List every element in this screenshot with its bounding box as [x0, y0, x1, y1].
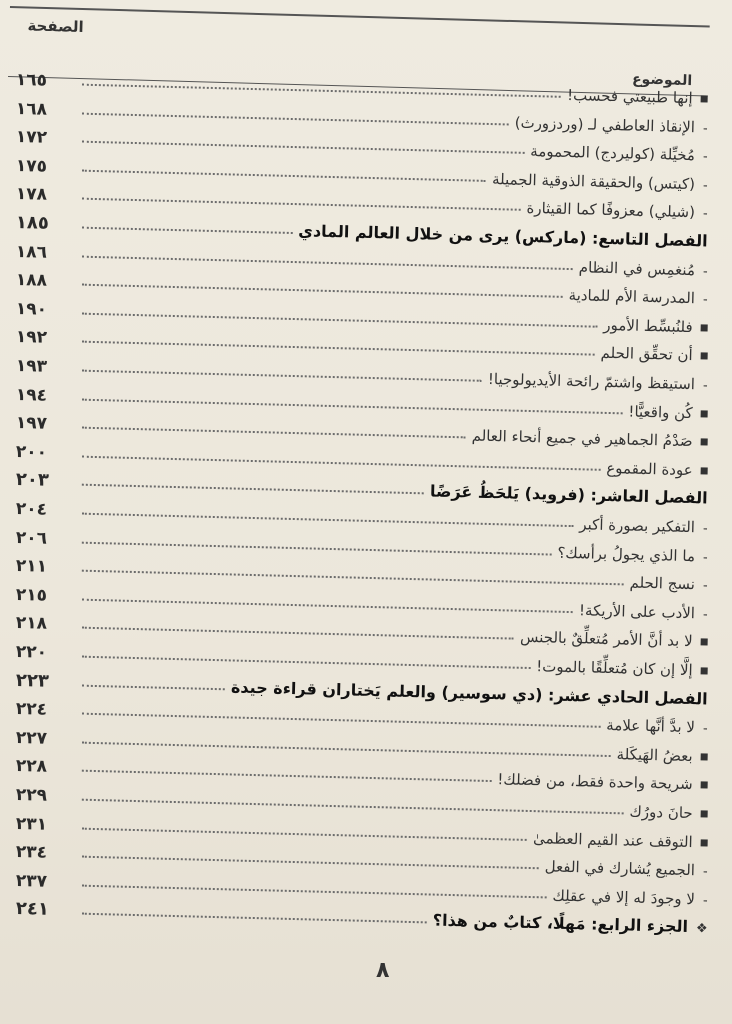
toc-page-number: ١٨٦	[15, 241, 48, 263]
leader-dots	[82, 684, 225, 690]
toc-page-number: ٢٣١	[15, 813, 48, 835]
toc-page-number: ٢٠٠	[15, 441, 48, 463]
square-bullet-icon	[701, 639, 708, 646]
leader-dots	[82, 656, 530, 669]
toc-entry-title: الفصل التاسع: (ماركس) يرى من خلال العالم المادي	[298, 221, 708, 251]
toc-entry-title: عودة المقموع	[606, 458, 693, 479]
square-bullet-icon	[701, 667, 708, 674]
toc-page-number: ١٨٥	[15, 212, 50, 234]
leader-dots	[82, 627, 514, 640]
toc-entry	[492, 170, 708, 193]
leader-dots	[82, 913, 427, 924]
toc-entry-title: صَدْمُ الجماهير في جميع أنحاء العالم	[471, 426, 693, 451]
toc-entry-title: الإنقاذ العاطفي لـ (وردزورث)	[514, 113, 696, 136]
diamond-ornament-icon: ❖	[695, 921, 708, 937]
dash-marker-icon: -	[702, 521, 708, 537]
toc-entry	[628, 402, 708, 422]
square-bullet-icon	[701, 467, 708, 474]
dash-marker-icon: -	[702, 721, 708, 737]
leader-dots	[82, 770, 492, 782]
toc-entry	[568, 286, 707, 308]
dash-marker-icon: -	[702, 120, 708, 137]
toc-entry	[567, 86, 708, 108]
toc-entry-title: لا بدَّ أنَّها علامة	[606, 716, 696, 737]
toc-entry-title: كُن واقعيًّا!	[628, 402, 693, 422]
square-bullet-icon	[701, 839, 708, 846]
page-number: ٨	[376, 958, 390, 983]
toc-entry	[629, 803, 708, 823]
square-bullet-icon	[701, 353, 708, 360]
leader-dots	[82, 141, 524, 154]
toc-entry-title: حانَ دورُك	[629, 802, 693, 823]
square-bullet-icon	[701, 410, 708, 417]
dash-marker-icon: -	[702, 149, 708, 165]
dash-marker-icon: -	[702, 263, 708, 280]
toc-page-number: ١٧٥	[15, 155, 48, 177]
toc-entry-title: فلنُبسِّط الأمور	[603, 315, 693, 336]
leader-dots	[82, 484, 424, 495]
toc-entry-title: الجزء الرابع: مَهلًا، كتابٌ من هذا؟	[432, 910, 689, 937]
toc-entry-title: الأدب على الأريكة!	[578, 601, 696, 622]
toc-entry-title: التوقف عند القيم العظمىٰ	[532, 828, 693, 851]
toc-page-number: ١٦٨	[15, 98, 48, 120]
toc-entry	[603, 316, 708, 337]
toc-entry-title: الجميع يُشارك في الفعل	[544, 857, 696, 880]
toc-entry-title: (كيتس) والحقيقة الذوقية الجميلة	[491, 169, 696, 193]
toc-page-number: ٢٤١	[15, 898, 50, 921]
toc-entry	[600, 344, 707, 365]
toc-entry	[616, 745, 707, 765]
toc-entry	[545, 858, 708, 880]
toc-entry-title: التفكير بصورة أكبر	[579, 515, 696, 537]
toc-page-number: ١٩٣	[15, 356, 48, 377]
toc-entry-title: أن تحقِّق الحلم	[600, 344, 693, 365]
toc-page-number: ٢٢٧	[15, 727, 48, 749]
page-column-label: الصفحة	[27, 16, 84, 37]
toc-entry	[552, 886, 708, 908]
toc-entry	[579, 601, 708, 622]
dash-marker-icon: -	[702, 864, 708, 880]
toc-entry-title: شريحة واحدة فقط، من فضلك!	[497, 770, 693, 794]
leader-dots	[82, 169, 486, 181]
leader-dots	[82, 370, 482, 382]
toc-page-number: ١٩٢	[15, 327, 48, 349]
toc-entry-title: ما الذي يجولُ برأسك؟	[557, 543, 696, 565]
dash-marker-icon: -	[702, 292, 708, 308]
toc-entry	[530, 142, 708, 164]
toc-entry-title: لا بد أنَّ الأمر مُتعلِّقٌ بالجنس	[519, 628, 693, 651]
toc-entry-title: إلَّا إن كان مُتعلِّقًا بالموت!	[536, 657, 693, 680]
toc-entry	[520, 628, 708, 651]
leader-dots	[82, 227, 292, 234]
dash-marker-icon: -	[702, 549, 708, 566]
toc-page-number: ١٩٧	[15, 413, 48, 434]
toc-page-number: ٢١٥	[15, 584, 48, 606]
leader-dots	[82, 112, 509, 125]
dash-marker-icon: -	[702, 378, 708, 394]
toc-entry-title: (شيلي) معزوفًا كما القيثارة	[526, 199, 696, 222]
dash-marker-icon: -	[702, 893, 708, 909]
toc-entry	[514, 113, 707, 136]
toc-entry	[488, 370, 708, 394]
toc-entry-title: استيقظ واشتمّ رائحة الأيديولوجيا!	[487, 369, 696, 394]
toc-page-number: ٢٠٣	[15, 469, 50, 492]
leader-dots	[82, 198, 521, 211]
square-bullet-icon	[701, 753, 708, 760]
toc-page-number: ٢١١	[15, 556, 48, 577]
toc-page-number: ٢١٨	[15, 613, 48, 635]
toc-page-number: ٢٢٨	[15, 756, 48, 778]
toc-page-number: ١٩٠	[15, 298, 48, 320]
toc-page-number: ٢٢٣	[15, 669, 50, 692]
dash-marker-icon: -	[702, 206, 708, 222]
toc-entry-title: المدرسة الأم للمادية	[568, 286, 696, 308]
leader-dots	[82, 427, 466, 439]
toc-page-number: ٢٠٦	[15, 527, 48, 549]
toc-entry-title: إنها طبيعتي فحسب!	[566, 85, 693, 108]
toc-entry	[533, 829, 708, 851]
toc-entry	[472, 427, 708, 451]
toc-entry-title: نسج الحلم	[629, 573, 696, 594]
toc-page-number: ١٨٨	[15, 270, 48, 291]
toc-page-number: ١٧٢	[15, 127, 48, 148]
toc-page-number: ١٧٨	[15, 184, 48, 206]
dash-marker-icon: -	[702, 578, 708, 594]
toc-entry	[557, 543, 708, 565]
toc-entry-title: مُنغمِس في النظام	[578, 257, 696, 279]
toc-entry-title: بعضُ الهَيكَلة	[616, 745, 693, 765]
toc-page-number: ١٦٥	[15, 70, 48, 91]
square-bullet-icon	[701, 324, 708, 331]
dash-marker-icon: -	[702, 178, 708, 194]
toc-entry-title: الفصل العاشر: (فرويد) يَلحَظُ عَرَضًا	[429, 481, 708, 508]
toc-entry	[629, 574, 708, 594]
toc-page-number: ١٩٤	[15, 384, 48, 406]
toc-page-number: ٢٢٩	[15, 785, 48, 806]
square-bullet-icon	[701, 782, 708, 789]
toc-page-number: ٢٣٤	[15, 842, 48, 863]
toc-entry	[606, 716, 708, 737]
toc-entry	[526, 199, 708, 222]
toc-page-number: ٢٠٤	[15, 499, 48, 520]
square-bullet-icon	[701, 439, 708, 446]
toc-entry	[536, 657, 708, 679]
toc-entry	[433, 911, 708, 937]
toc-entry-title: الفصل الحادي عشر: (دي سوسير) والعلم يَختاران قراءة جيدة	[230, 677, 708, 709]
toc-page-number: ٢٢٠	[15, 642, 48, 663]
toc-entry	[579, 515, 708, 536]
toc-entry-title: لا وجودَ له إلا في عقلِك	[552, 886, 696, 908]
topic-column-label: الموضوع	[631, 71, 693, 90]
dash-marker-icon: -	[702, 607, 708, 623]
leader-dots	[82, 856, 539, 870]
toc-entry	[579, 258, 708, 279]
toc-entry	[497, 771, 708, 794]
toc-page-number: ٢٢٤	[15, 699, 48, 720]
toc-page-number: ٢٣٧	[15, 870, 48, 892]
square-bullet-icon	[701, 810, 708, 817]
toc-entry-title: مُخيِّلة (كوليردج) المحمومة	[530, 142, 696, 165]
square-bullet-icon	[701, 95, 708, 102]
toc-entry	[606, 459, 708, 480]
